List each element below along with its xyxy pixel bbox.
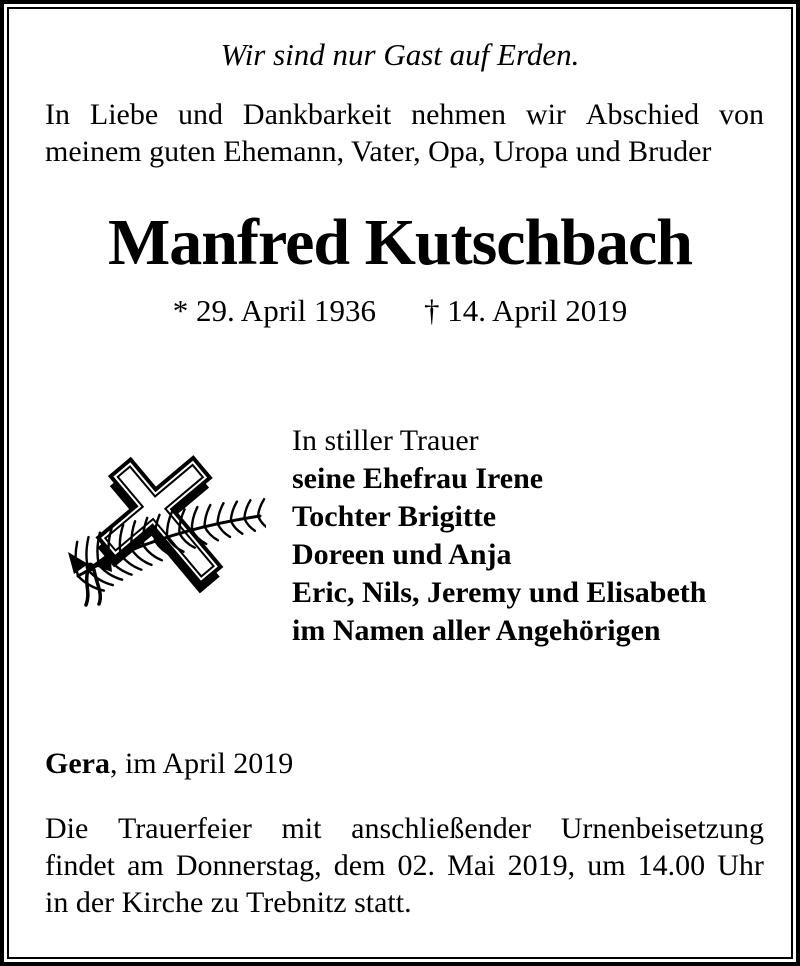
word: 02. bbox=[397, 849, 436, 882]
word: mit bbox=[281, 812, 322, 845]
life-dates bbox=[0, 293, 800, 329]
mourner-line: seine Ehefrau Irene bbox=[292, 462, 544, 495]
mourner-line: im Namen aller Angehörigen bbox=[292, 614, 661, 647]
mourners-block bbox=[292, 422, 706, 650]
word: Trauerfeier bbox=[117, 812, 252, 845]
word: Liebe bbox=[89, 98, 159, 131]
word: am bbox=[127, 849, 164, 882]
word: Donnerstag, bbox=[175, 849, 322, 882]
death-date: † 14. April 2019 bbox=[424, 293, 628, 328]
word: 2019, bbox=[507, 849, 576, 882]
funeral-line-justified-1 bbox=[45, 810, 764, 847]
funeral-paragraph bbox=[45, 810, 764, 921]
mourner-names bbox=[292, 460, 706, 650]
funeral-line-justified-2 bbox=[45, 847, 764, 884]
word: In bbox=[45, 98, 70, 131]
word: Mai bbox=[447, 849, 496, 882]
mourner-line: Eric, Nils, Jeremy und Elisabeth bbox=[292, 576, 707, 609]
ribbon-bow bbox=[68, 552, 112, 605]
word: von bbox=[718, 98, 764, 131]
word: findet bbox=[45, 849, 115, 882]
place-name: Gera bbox=[45, 747, 110, 780]
intro-line-last: meinem guten Ehemann, Vater, Opa, Uropa und Bruder bbox=[45, 135, 712, 168]
epigraph: Wir sind nur Gast auf Erden. bbox=[220, 37, 580, 72]
word: Die bbox=[45, 812, 89, 845]
mourner-line: Tochter Brigitte bbox=[292, 500, 497, 533]
place-date-line bbox=[45, 745, 293, 782]
birth-date: * 29. April 1936 bbox=[172, 293, 376, 328]
word: nehmen bbox=[411, 98, 507, 131]
cross-and-palm-icon bbox=[34, 452, 266, 614]
word: um bbox=[587, 849, 626, 882]
funeral-line-last: in der Kirche zu Trebnitz statt. bbox=[45, 886, 412, 919]
word: anschließender bbox=[351, 812, 532, 845]
word: dem bbox=[333, 849, 386, 882]
word: Abschied bbox=[585, 98, 700, 131]
deceased-name: Manfred Kutschbach bbox=[108, 206, 692, 279]
word: 14.00 bbox=[637, 849, 706, 882]
intro-line-justified bbox=[45, 96, 764, 133]
word: Uhr bbox=[717, 849, 764, 882]
mourner-line: Doreen und Anja bbox=[292, 538, 512, 571]
place-date-rest: , im April 2019 bbox=[109, 747, 294, 780]
word: wir bbox=[525, 98, 566, 131]
intro-paragraph bbox=[45, 96, 764, 170]
word: Urnenbeisetzung bbox=[560, 812, 764, 845]
word: und bbox=[178, 98, 224, 131]
mourning-intro: In stiller Trauer bbox=[292, 424, 479, 457]
word: Dankbarkeit bbox=[242, 98, 392, 131]
